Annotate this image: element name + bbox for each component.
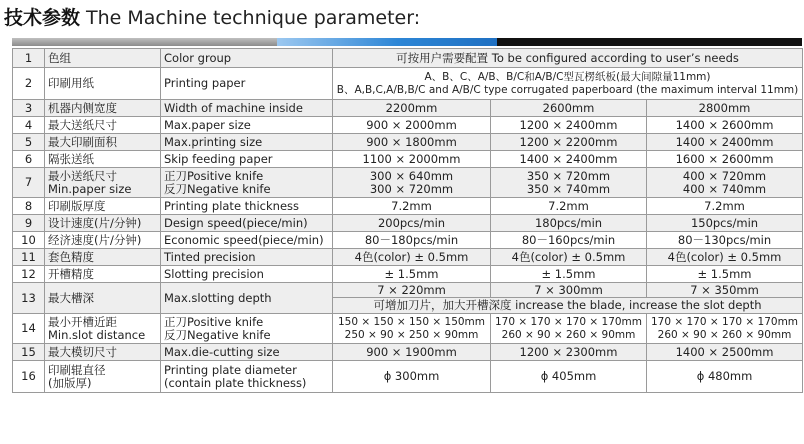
row-number: 6	[13, 151, 45, 168]
row-number: 13	[13, 283, 45, 314]
row-number: 11	[13, 249, 45, 266]
row-number: 4	[13, 117, 45, 134]
param-name-en: Economic speed(piece/min)	[161, 232, 333, 249]
table-row	[13, 249, 803, 266]
value-model-2: 80－160pcs/min	[491, 232, 647, 249]
value-model-3: 1400 × 2500mm	[647, 344, 803, 361]
param-name-en-line: Min.paper size	[48, 181, 132, 196]
value-model-3: 150pcs/min	[647, 215, 803, 232]
value-negative: 400 × 740mm	[682, 181, 767, 196]
value-model-3: 2800mm	[647, 100, 803, 117]
param-name-en: Printing plate thickness	[161, 198, 333, 215]
row-number: 3	[13, 100, 45, 117]
value-model-2: 1200 × 2400mm	[491, 117, 647, 134]
value-model-1: 2200mm	[333, 100, 491, 117]
value-model-3: 7 × 350mm	[647, 283, 803, 298]
value-model-1: 900 × 1900mm	[333, 344, 491, 361]
param-name-en	[161, 361, 333, 393]
table-row	[13, 151, 803, 168]
row-number: 2	[13, 68, 45, 100]
param-name-en: Slotting precision	[161, 266, 333, 283]
param-name-en: Tinted precision	[161, 249, 333, 266]
row-number: 8	[13, 198, 45, 215]
param-name-en: Design speed(piece/min)	[161, 215, 333, 232]
positive-knife-label: 正刀Positive knife	[164, 314, 264, 329]
title-english: The Machine technique parameter:	[86, 7, 421, 29]
table-row	[13, 198, 803, 215]
param-name-cn: 最大槽深	[45, 283, 161, 314]
value-model-2: 1400 × 2400mm	[491, 151, 647, 168]
row-number: 7	[13, 168, 45, 198]
value-model-2: 7 × 300mm	[491, 283, 647, 298]
value-model-2: 2600mm	[491, 100, 647, 117]
row-number: 14	[13, 314, 45, 344]
param-name-cn: 印刷版厚度	[45, 198, 161, 215]
param-value-span	[333, 68, 803, 100]
param-name-cn: 设计速度(片/分钟)	[45, 215, 161, 232]
value-model-3: 1400 × 2400mm	[647, 134, 803, 151]
param-name-cn-line-2: (加版厚)	[48, 375, 92, 390]
value-model-3: 80－130pcs/min	[647, 232, 803, 249]
value-model-3	[647, 314, 803, 344]
param-name-en: Printing paper	[161, 68, 333, 100]
row-number: 12	[13, 266, 45, 283]
table-row	[13, 215, 803, 232]
value-model-3: 1400 × 2600mm	[647, 117, 803, 134]
param-name-cn: 开槽精度	[45, 266, 161, 283]
row-number: 15	[13, 344, 45, 361]
value-positive: 170 × 170 × 170 × 170mm	[650, 315, 799, 328]
value-model-1: 900 × 1800mm	[333, 134, 491, 151]
param-name-cn	[45, 361, 161, 393]
color-bar-black	[497, 38, 802, 46]
color-bar-blue	[277, 38, 497, 46]
positive-knife-label: 正刀Positive knife	[164, 168, 264, 183]
param-name-cn-line: 最小开槽近距	[48, 314, 117, 329]
param-note: 可增加刀片，加大开槽深度 increase the blade, increase the slot depth	[333, 298, 803, 314]
param-name-en: Max.die-cutting size	[161, 344, 333, 361]
param-name-cn-line: 印刷辊直径	[48, 362, 106, 377]
param-name-cn: 套色精度	[45, 249, 161, 266]
value-positive: 350 × 720mm	[526, 168, 611, 183]
param-name-en: Max.paper size	[161, 117, 333, 134]
table-row	[13, 49, 803, 68]
table-row	[13, 283, 803, 298]
value-model-3	[647, 168, 803, 198]
param-name-en: Color group	[161, 49, 333, 68]
param-name-cn: 印刷用纸	[45, 68, 161, 100]
param-name-cn: 隔张送纸	[45, 151, 161, 168]
param-name-cn: 色组	[45, 49, 161, 68]
param-name-en	[161, 314, 333, 344]
value-model-2: 1200 × 2200mm	[491, 134, 647, 151]
param-name-en: Max.slotting depth	[161, 283, 333, 314]
param-name-en: Max.printing size	[161, 134, 333, 151]
param-name-en: Skip feeding paper	[161, 151, 333, 168]
param-name-cn	[45, 314, 161, 344]
value-model-1: 900 × 2000mm	[333, 117, 491, 134]
table-row	[13, 232, 803, 249]
parameter-table	[12, 48, 803, 393]
table-row	[13, 266, 803, 283]
param-name-en-line: Printing plate diameter	[164, 362, 297, 377]
table-row	[13, 344, 803, 361]
value-model-1: ϕ 300mm	[333, 361, 491, 393]
param-name-en	[161, 168, 333, 198]
value-model-3: 1600 × 2600mm	[647, 151, 803, 168]
table-row	[13, 314, 803, 344]
row-number: 10	[13, 232, 45, 249]
value-model-2: 7.2mm	[491, 198, 647, 215]
param-name-cn: 最大印刷面积	[45, 134, 161, 151]
value-negative: 300 × 720mm	[369, 181, 454, 196]
param-name-en-line: Min.slot distance	[48, 327, 146, 342]
param-value-span: 可按用户需要配置 To be configured according to user’s needs	[333, 49, 803, 68]
value-positive: 170 × 170 × 170 × 170mm	[494, 315, 643, 328]
row-number: 16	[13, 361, 45, 393]
param-name-cn: 最大送纸尺寸	[45, 117, 161, 134]
value-model-2: 4色(color) ± 0.5mm	[491, 249, 647, 266]
value-model-1: 4色(color) ± 0.5mm	[333, 249, 491, 266]
header-color-bar	[12, 38, 802, 46]
param-name-cn: 机器内侧宽度	[45, 100, 161, 117]
value-model-1	[333, 314, 491, 344]
value-positive: 400 × 720mm	[682, 168, 767, 183]
negative-knife-label: 反刀Negative knife	[164, 181, 271, 196]
value-negative: 260 × 90 × 260 × 90mm	[501, 328, 636, 341]
table-row	[13, 117, 803, 134]
param-name-cn: 经济速度(片/分钟)	[45, 232, 161, 249]
value-model-3: ϕ 480mm	[647, 361, 803, 393]
value-model-2	[491, 168, 647, 198]
value-model-2: 180pcs/min	[491, 215, 647, 232]
value-model-2: ± 1.5mm	[491, 266, 647, 283]
value-negative: 350 × 740mm	[526, 181, 611, 196]
table-row	[13, 100, 803, 117]
value-model-3: 4色(color) ± 0.5mm	[647, 249, 803, 266]
table-row	[13, 168, 803, 198]
value-model-2: 1200 × 2300mm	[491, 344, 647, 361]
title-chinese: 技术参数	[4, 7, 81, 29]
color-bar-gray	[12, 38, 277, 46]
value-line-1: A、B、C、A/B、B/C和A/B/C型瓦楞纸板(最大间隙量11mm)	[424, 70, 711, 83]
param-name-cn	[45, 168, 161, 198]
value-model-1: 1100 × 2000mm	[333, 151, 491, 168]
value-model-2	[491, 314, 647, 344]
value-model-3: 7.2mm	[647, 198, 803, 215]
value-model-3: ± 1.5mm	[647, 266, 803, 283]
value-positive: 300 × 640mm	[369, 168, 454, 183]
table-row	[13, 68, 803, 100]
value-positive: 150 × 150 × 150 × 150mm	[337, 315, 486, 328]
param-name-cn-line: 最小送纸尺寸	[48, 168, 117, 183]
param-name-en-line-2: (contain plate thickness)	[164, 375, 307, 390]
value-model-1: ± 1.5mm	[333, 266, 491, 283]
value-model-1: 7 × 220mm	[333, 283, 491, 298]
value-line-2: B、A,B,C,A/B,B/C and A/B/C type corrugated paperboard (the maximum interval 11mm)	[336, 83, 799, 96]
value-negative: 250 × 90 × 250 × 90mm	[344, 328, 479, 341]
value-model-1: 200pcs/min	[333, 215, 491, 232]
value-negative: 260 × 90 × 260 × 90mm	[657, 328, 792, 341]
table-row	[13, 361, 803, 393]
param-name-cn: 最大模切尺寸	[45, 344, 161, 361]
row-number: 9	[13, 215, 45, 232]
negative-knife-label: 反刀Negative knife	[164, 327, 271, 342]
param-name-en: Width of machine inside	[161, 100, 333, 117]
row-number: 1	[13, 49, 45, 68]
value-model-2: ϕ 405mm	[491, 361, 647, 393]
value-model-1	[333, 168, 491, 198]
value-model-1: 80－180pcs/min	[333, 232, 491, 249]
table-row	[13, 134, 803, 151]
page-title	[4, 3, 420, 33]
row-number: 5	[13, 134, 45, 151]
value-model-1: 7.2mm	[333, 198, 491, 215]
